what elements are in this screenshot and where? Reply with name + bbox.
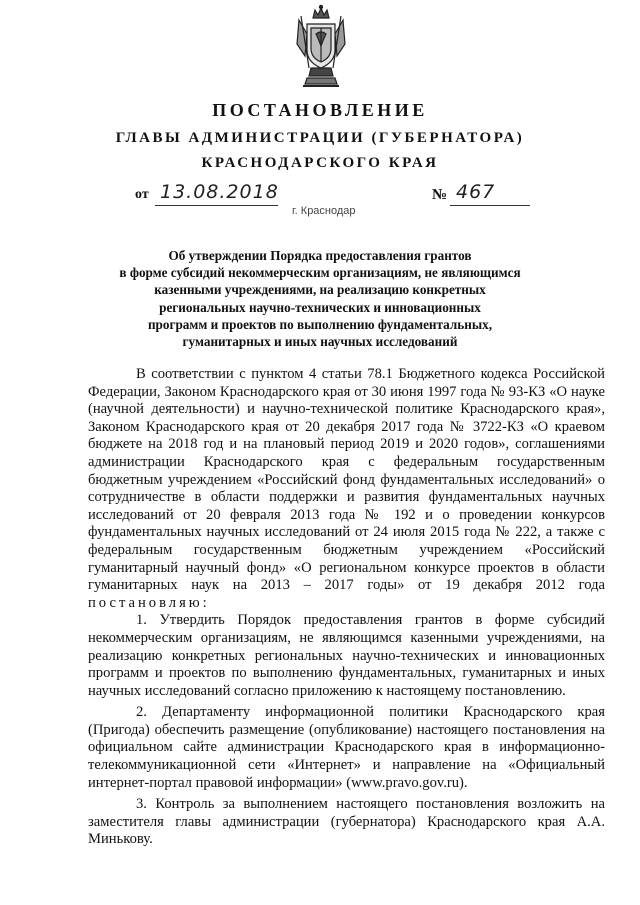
city-label: г. Краснодар bbox=[292, 205, 356, 217]
item-paragraph-1: 1. Утвердить Порядок предоставления грантов в форме субсидий некоммерческим организациям, не являющимся казенными учреждениями, на реализацию конкретных региональных научно-технических и инновационных программ и проектов по выполнению фундаментальных, гуманитарных и иных научных исследований согласно приложению к настоящему постановлению. bbox=[88, 612, 605, 699]
issuer-heading-line1: ГЛАВЫ АДМИНИСТРАЦИИ (ГУБЕРНАТОРА) bbox=[115, 130, 525, 146]
number-label: № bbox=[432, 187, 448, 203]
document-body bbox=[88, 366, 605, 849]
document-type-heading: ПОСТАНОВЛЕНИЕ bbox=[212, 100, 428, 120]
issuer-heading-line2: КРАСНОДАРСКОГО КРАЯ bbox=[201, 155, 439, 171]
item-paragraph-2: 2. Департаменту информационной политики Краснодарского края (Пригода) обеспечить размещение (опубликование) настоящего постановления на официальном сайте администрации Краснодарского края в информационно-телекоммуникационной сети «Интернет» и направление на «Официальный интернет-портал правовой информации» (www.pravo.gov.ru). bbox=[88, 704, 605, 791]
handwritten-date: 13.08.2018 bbox=[160, 181, 279, 203]
document-title bbox=[70, 247, 570, 350]
title-line: программ и проектов по выполнению фундаментальных, bbox=[147, 316, 493, 332]
coat-of-arms-icon bbox=[295, 4, 347, 92]
preamble-text: В соответствии с пунктом 4 статьи 78.1 Бюджетного кодекса Российской Федерации, Законом Краснодарского края от 30 июня 1997 года № 93-КЗ «О науке (научной деятельности) и научно-технической политике Краснодарского края», Законом Краснодарского края от 20 декабря 2017 года № 3722-КЗ «О краевом бюджете на 2018 год и на плановый период 2019 и 2020 годов», соглашениями администрации Краснодарского края с федеральным государственным бюджетным учреждением «Российский фонд фундаментальных исследований» о сотрудничестве в области поддержки и развития фундаментальных научных исследований от 20 февраля 2013 года № 192 и о проведении конкурсов фундаментальных научных исследований от 24 июля 2015 года № 222, а также с федеральным государственным бюджетным учреждением «Российский гуманитарный научный фонд» «О региональном конкурсе проектов в области гуманитарных наук на 2013 – 2017 годы» от 19 декабря 2012 года bbox=[88, 366, 605, 594]
title-line: в форме субсидий некоммерческим организациям, не являющимся bbox=[119, 265, 521, 281]
preamble-paragraph bbox=[88, 366, 605, 612]
title-line: региональных научно-технических и инновационных bbox=[159, 299, 481, 315]
title-line: казенными учреждениями, на реализацию конкретных bbox=[154, 282, 486, 298]
handwritten-number: 467 bbox=[456, 181, 496, 203]
decree-word: постановляю: bbox=[88, 594, 210, 611]
item-paragraph-3: 3. Контроль за выполнением настоящего постановления возложить на заместителя главы администрации (губернатора) Краснодарского края А.А. Минькову. bbox=[88, 796, 605, 848]
number-underline bbox=[450, 205, 530, 206]
date-label: от bbox=[135, 187, 149, 202]
title-line: Об утверждении Порядка предоставления грантов bbox=[168, 248, 472, 263]
title-line: гуманитарных и иных научных исследований bbox=[182, 334, 458, 350]
date-underline bbox=[155, 205, 278, 206]
